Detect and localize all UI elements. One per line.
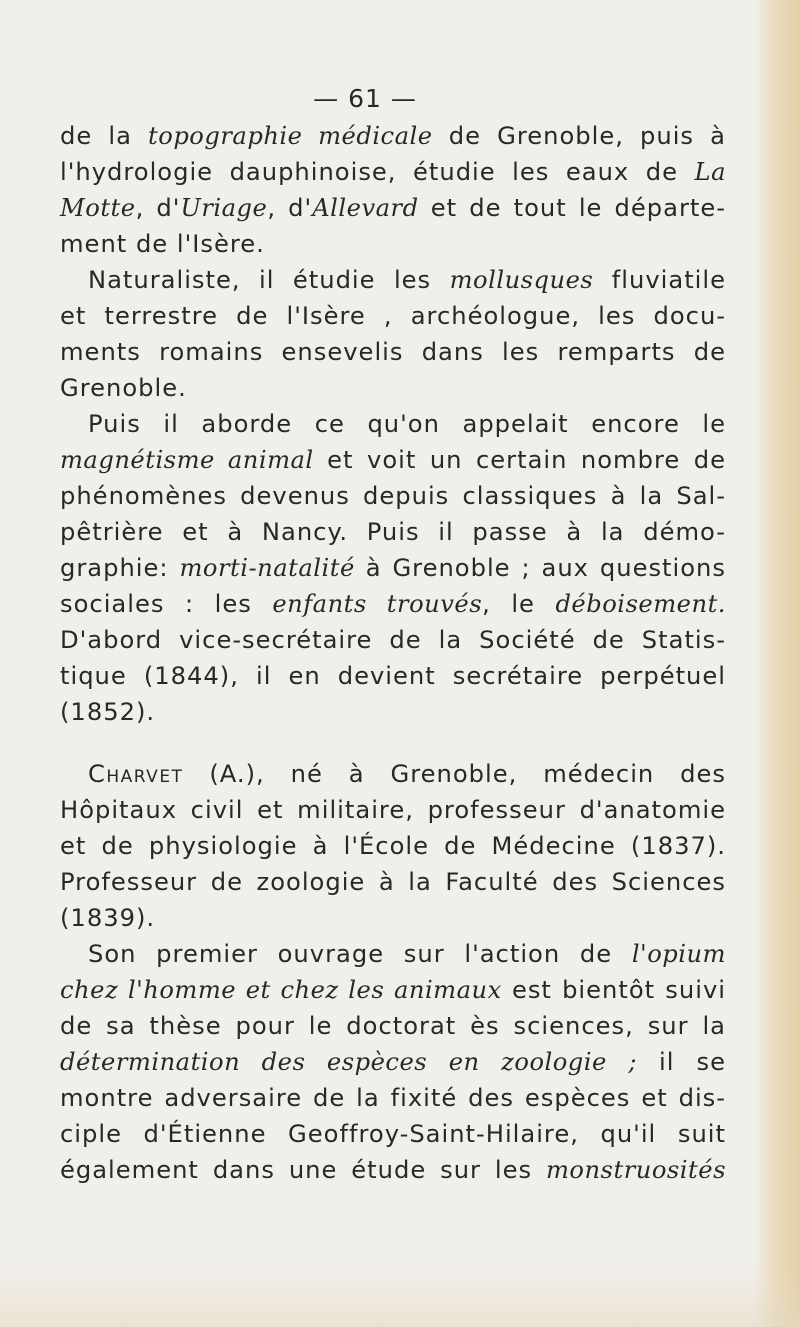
text-line: pêtrière et à Nancy. Puis il passe à la démo- (60, 518, 726, 546)
text-line: magnétisme animal et voit un certain nombre de (60, 446, 726, 474)
text-line: D'abord vice-secrétaire de la Société de Statis- (60, 626, 726, 654)
text-line: de sa thèse pour le doctorat ès sciences, sur la (60, 1012, 726, 1040)
text-line: Motte, d'Uriage, d'Allevard et de tout le départe- (60, 194, 727, 222)
paragraph-3 (60, 406, 726, 730)
text-line: l'hydrologie dauphinoise, étudie les eaux de La (60, 158, 726, 186)
text-line: montre adversaire de la fixité des espèces et dis- (60, 1084, 726, 1112)
text-line: graphie: morti-natalité à Grenoble ; aux questions (60, 554, 726, 582)
text-line: ciple d'Étienne Geoffroy-Saint-Hilaire, qu'il suit (60, 1120, 726, 1148)
body-text (60, 118, 726, 1188)
page-edge-shadow (754, 0, 800, 1327)
text-line: Professeur de zoologie à la Faculté des Sciences (60, 868, 726, 896)
text-line: et de physiologie à l'École de Médecine (1837). (60, 832, 726, 860)
paragraph-gap (60, 730, 726, 756)
page-bottom-shadow (0, 1267, 800, 1327)
text-line: Grenoble. (60, 374, 187, 402)
text-line: également dans une étude sur les monstruosités (60, 1156, 726, 1184)
text-line: chez l'homme et chez les animaux est bientôt suivi (60, 976, 726, 1004)
text-line: de la topographie médicale de Grenoble, puis à (60, 122, 726, 150)
paragraph-1 (60, 118, 726, 262)
text-line: détermination des espèces en zoologie ; il se (60, 1048, 726, 1076)
text-line: ments romains ensevelis dans les remparts de (60, 338, 726, 366)
text-line: tique (1844), il en devient secrétaire perpétuel (60, 662, 726, 690)
text-line: ment de l'Isère. (60, 230, 265, 258)
text-line: Naturaliste, il étudie les mollusques fluviatile (88, 266, 726, 294)
text-line: Hôpitaux civil et militaire, professeur d'anatomie (60, 796, 726, 824)
text-line: (1839). (60, 904, 156, 932)
text-line: sociales : les enfants trouvés, le déboisement. (60, 590, 726, 618)
paragraph-5 (60, 936, 726, 1188)
text-line: Charvet (A.), né à Grenoble, médecin des (88, 760, 726, 788)
paragraph-4 (60, 756, 726, 936)
text-line: phénomènes devenus depuis classiques à la Sal- (60, 482, 726, 510)
text-line: et terrestre de l'Isère , archéologue, les docu- (60, 302, 726, 330)
text-line: (1852). (60, 698, 156, 726)
page-number: — 61 — (313, 84, 417, 113)
paragraph-2 (60, 262, 726, 406)
text-line: Son premier ouvrage sur l'action de l'opium (88, 940, 726, 968)
text-line: Puis il aborde ce qu'on appelait encore le (88, 410, 726, 438)
